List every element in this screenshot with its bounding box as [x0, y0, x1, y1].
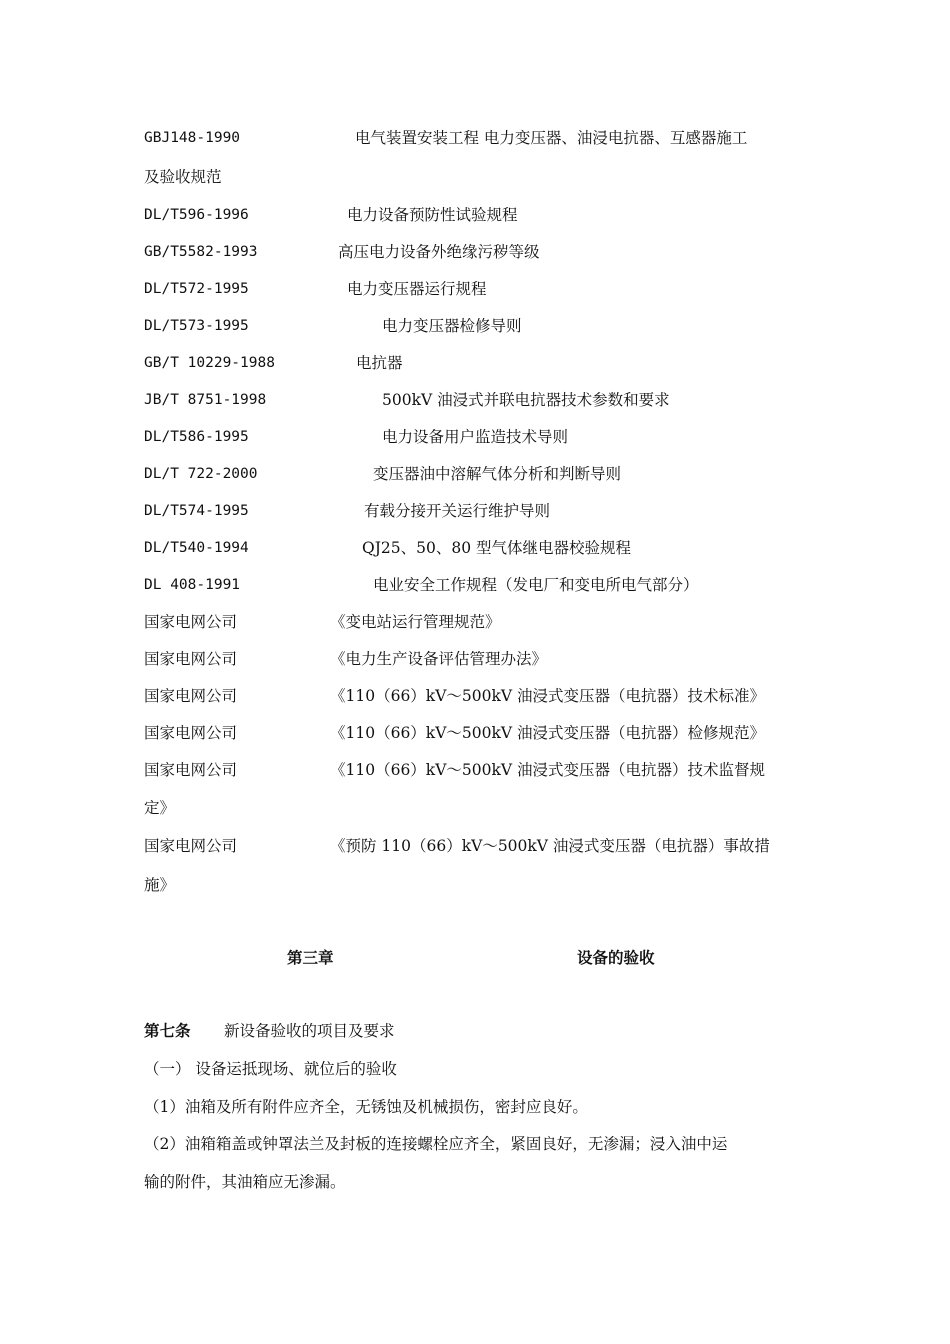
ref-code: DL/T 722-2000: [144, 466, 258, 482]
ref-title: 电力变压器运行规程: [347, 280, 487, 298]
ref-code: DL/T572-1995: [144, 281, 249, 297]
ref-code: DL 408-1991: [144, 577, 241, 593]
ref-code: 国家电网公司: [144, 650, 238, 668]
ref-code: DL/T574-1995: [144, 503, 249, 519]
ref-title: QJ25、50、80 型气体继电器校验规程: [362, 539, 632, 557]
ref-title: 电力设备预防性试验规程: [347, 206, 518, 224]
list-item: （2）油箱箱盖或钟罩法兰及封板的连接螺栓应齐全，紧固良好，无渗漏；浸入油中运: [144, 1135, 728, 1153]
ref-code: 国家电网公司: [144, 687, 238, 705]
ref-title-cont: 及验收规范: [144, 168, 222, 186]
list-item-cont: 输的附件，其油箱应无渗漏。: [144, 1173, 346, 1191]
ref-code: GB/T 10229-1988: [144, 355, 275, 371]
chapter-number: 第三章: [287, 949, 334, 967]
ref-title-cont: 施》: [144, 876, 176, 894]
ref-code: DL/T573-1995: [144, 318, 249, 334]
ref-title: 电气装置安装工程 电力变压器、油浸电抗器、互感器施工: [355, 129, 748, 147]
ref-title: 《变电站运行管理规范》: [330, 613, 501, 631]
ref-title: 电抗器: [356, 354, 403, 372]
ref-code: DL/T586-1995: [144, 429, 249, 445]
ref-title: 高压电力设备外绝缘污秽等级: [338, 243, 540, 261]
ref-title: 《110（66）kV～500kV 油浸式变压器（电抗器）技术监督规: [330, 761, 765, 779]
ref-title-cont: 定》: [144, 799, 176, 817]
ref-code: DL/T540-1994: [144, 540, 249, 556]
ref-code: DL/T596-1996: [144, 207, 249, 223]
ref-code: 国家电网公司: [144, 837, 238, 855]
ref-code: 国家电网公司: [144, 724, 238, 742]
ref-title: 有载分接开关运行维护导则: [364, 502, 551, 520]
ref-code: GB/T5582-1993: [144, 244, 258, 260]
ref-code: GBJ148-1990: [144, 130, 241, 146]
ref-title: 《电力生产设备评估管理办法》: [330, 650, 548, 668]
ref-title: 《预防 110（66）kV～500kV 油浸式变压器（电抗器）事故措: [330, 837, 770, 855]
article-label: 第七条: [144, 1022, 191, 1040]
ref-title: 电力设备用户监造技术导则: [382, 428, 569, 446]
ref-code: JB/T 8751-1998: [144, 392, 267, 408]
ref-title: 500kV 油浸式并联电抗器技术参数和要求: [382, 391, 670, 409]
ref-title: 电业安全工作规程（发电厂和变电所电气部分）: [373, 576, 699, 594]
ref-title: 《110（66）kV～500kV 油浸式变压器（电抗器）检修规范》: [330, 724, 765, 742]
ref-code: 国家电网公司: [144, 613, 238, 631]
section-heading: （一） 设备运抵现场、就位后的验收: [144, 1060, 397, 1078]
article-title: 新设备验收的项目及要求: [224, 1022, 395, 1040]
list-item: （1）油箱及所有附件应齐全，无锈蚀及机械损伤，密封应良好。: [144, 1098, 588, 1116]
ref-title: 变压器油中溶解气体分析和判断导则: [373, 465, 622, 483]
ref-title: 《110（66）kV～500kV 油浸式变压器（电抗器）技术标准》: [330, 687, 765, 705]
chapter-title: 设备的验收: [577, 949, 655, 967]
ref-code: 国家电网公司: [144, 761, 238, 779]
ref-title: 电力变压器检修导则: [382, 317, 522, 335]
